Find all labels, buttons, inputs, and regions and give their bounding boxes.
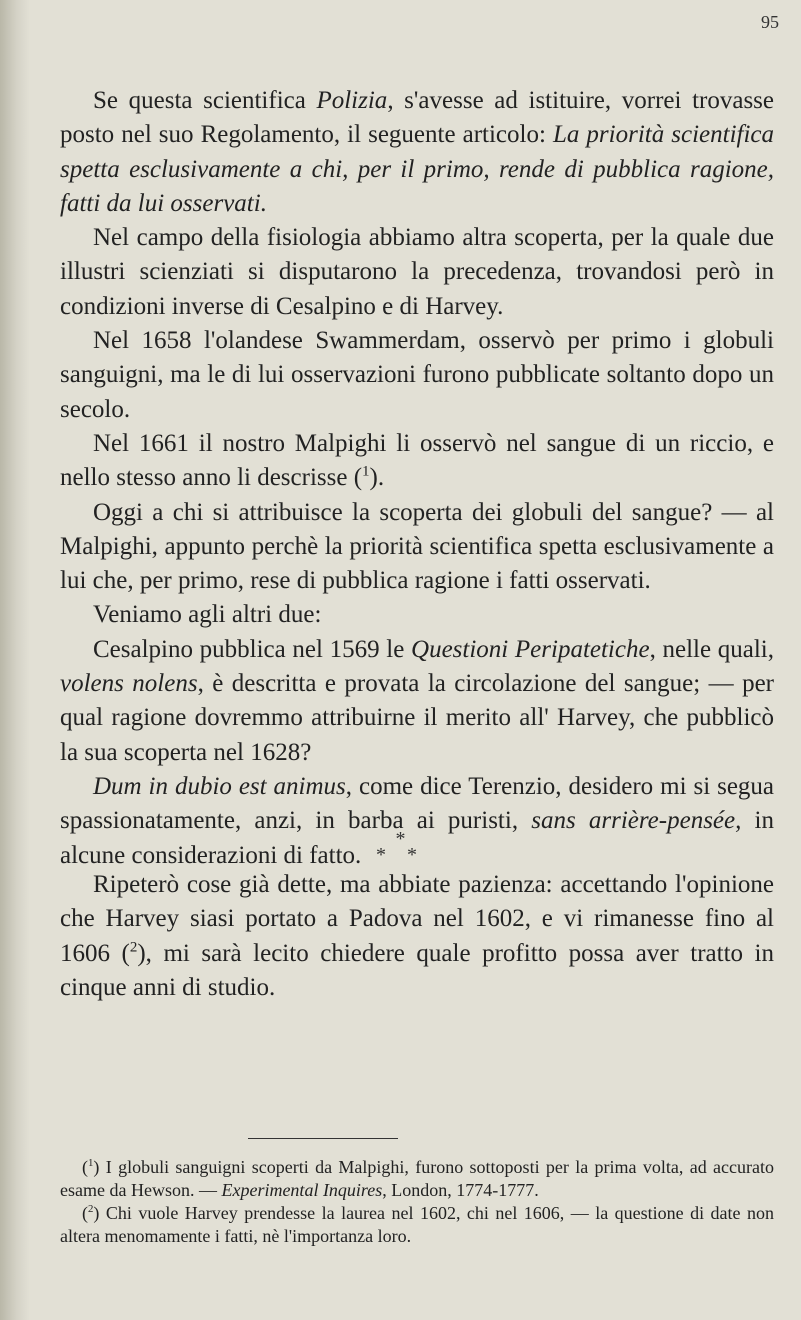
text-run: ) I globuli sanguigni scoperti da Malpighi, furono sottoposti per la prima volta, ad accurato esame da Hewson. — bbox=[60, 1157, 774, 1200]
text-run: , s'avesse ad istituire, vorrei trovasse posto nel suo Regolamento, il seguente articolo: bbox=[60, 87, 774, 149]
italic-text: sans arrière-pensée, bbox=[531, 807, 742, 835]
paragraph bbox=[60, 868, 774, 1005]
main-text-continued bbox=[60, 868, 774, 1005]
italic-text: volens nolens bbox=[60, 670, 198, 698]
text-run: , nelle quali, bbox=[649, 635, 774, 663]
text-run: ). bbox=[369, 464, 385, 492]
text-run: Nel 1661 il nostro Malpighi li osservò nel sangue di un riccio, e nello stesso anno li descrisse ( bbox=[60, 429, 774, 492]
paragraph bbox=[60, 633, 774, 770]
text-run: , è descritta e provata la circolazione del sangue; — per qual ragione dovremmo attribuirne il merito all' Harvey, che pubblicò la sua scoperta nel 1628? bbox=[60, 670, 774, 766]
footnotes bbox=[60, 1156, 774, 1248]
text-run: Se questa scientifica bbox=[93, 87, 317, 114]
italic-text: Questioni Peripatetiche bbox=[411, 635, 650, 663]
section-separator-bottom: * * bbox=[376, 844, 425, 866]
text-run: Nel 1658 l'olandese Swammerdam, osservò per primo i globuli sanguigni, ma le di lui osservazioni furono pubblicate soltanto dopo un secolo. bbox=[60, 327, 774, 423]
footnote-ref: 2 bbox=[88, 1203, 94, 1215]
footnote-ref: 2 bbox=[129, 939, 138, 956]
paragraph bbox=[60, 324, 774, 427]
main-text bbox=[60, 84, 774, 873]
footnote-rule bbox=[248, 1138, 398, 1139]
italic-text: Dum in dubio est animus bbox=[93, 772, 346, 800]
text-run: , London, 1774-1777. bbox=[382, 1180, 539, 1200]
footnote bbox=[60, 1156, 774, 1202]
text-run: Ripeterò cose già dette, ma abbiate pazienza: accettando l'opinione che Harvey siasi portato a Padova nel 1602, e vi rimanesse fino al 1606 ( bbox=[60, 871, 774, 967]
footnote bbox=[60, 1202, 774, 1248]
italic-text: Polizia bbox=[316, 87, 388, 114]
paragraph bbox=[60, 84, 774, 221]
footnote-ref: 1 bbox=[88, 1157, 94, 1169]
page-edge-shadow bbox=[0, 0, 30, 1320]
paragraph bbox=[60, 427, 774, 496]
text-run: ) Chi vuole Harvey prendesse la laurea nel 1602, chi nel 1606, — la questione di date non altera menomamente i fatti, nè l'importanza loro. bbox=[60, 1203, 774, 1246]
page-number: 95 bbox=[761, 12, 779, 32]
section-separator-top: * bbox=[395, 828, 406, 850]
text-run: Cesalpino pubblica nel 1569 le bbox=[93, 635, 412, 663]
paragraph bbox=[60, 496, 774, 599]
text-run: ), mi sarà lecito chiedere quale profitto possa aver tratto in cinque anni di studio. bbox=[60, 939, 774, 1001]
text-run: ( bbox=[82, 1203, 88, 1223]
text-run: ( bbox=[82, 1157, 88, 1177]
text-run: Nel campo della fisiologia abbiamo altra scoperta, per la quale due illustri scienziati si disputarono la precedenza, trovandosi però in condizioni inverse di Cesalpino e di Harvey. bbox=[60, 224, 774, 320]
paragraph bbox=[60, 598, 774, 632]
text-run: Veniamo agli altri due: bbox=[93, 601, 322, 629]
text-run: , come dice Terenzio, desidero mi si segua spassionatamente, anzi, in barba ai puristi, bbox=[60, 772, 775, 835]
text-run: Oggi a chi si attribuisce la scoperta dei globuli del sangue? — al Malpighi, appunto perchè la priorità scientifica spetta esclusivamente a lui che, per primo, rese di pubblica ragione i fatti osservati. bbox=[60, 498, 774, 595]
italic-text: La priorità scientifica spetta esclusivamente a chi, per il primo, rende di pubblica ragione, fatti da lui osservati. bbox=[60, 121, 775, 217]
italic-text: Experimental Inquires bbox=[221, 1180, 383, 1200]
footnote-ref: 1 bbox=[362, 463, 370, 480]
paragraph bbox=[60, 221, 774, 324]
text-run: in alcune considerazioni di fatto. bbox=[60, 807, 774, 869]
